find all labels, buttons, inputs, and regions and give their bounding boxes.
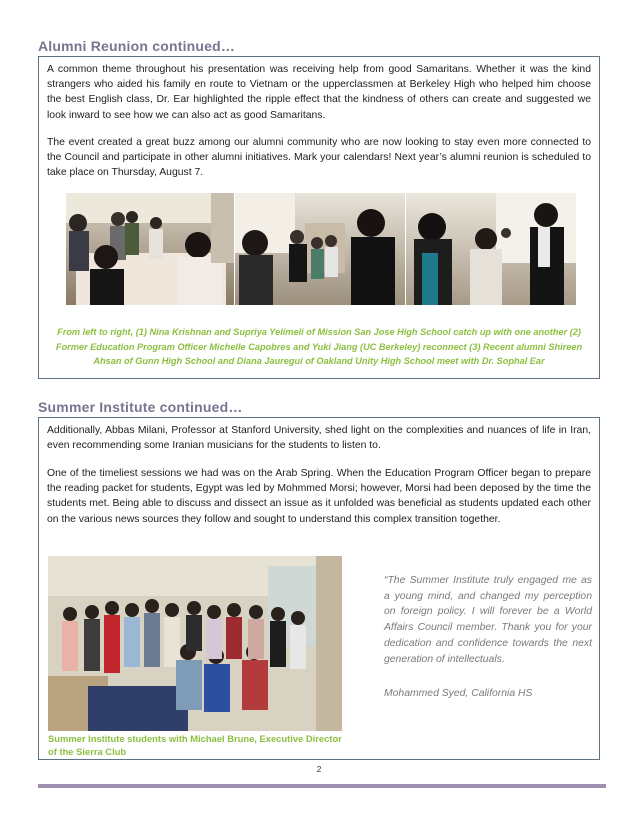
reunion-photo-1-image — [66, 193, 234, 305]
alumni-paragraph-2: The event created a great buzz among our alumni community who are now looking to stay even more connected to the Council and participate in other alumni initiatives. Mark your calendars! Next year’s alumni reunion is scheduled to take place on Thursday, August 7. — [47, 137, 591, 179]
summer-group-photo — [48, 556, 342, 731]
reunion-photo-2 — [235, 193, 405, 305]
page-number: 2 — [316, 764, 322, 774]
reunion-photo-3 — [406, 193, 576, 305]
summer-section-title: Summer Institute continued… — [38, 399, 243, 415]
reunion-photos-caption: From left to right, (1) Nina Krishnan and Supriya Yelimeli of Mission San Jose High School catch up with one another (2) Former Education Program Officer Michelle Capobres and Yuki Jiang (UC Berkeley) reconnect (3) Recent alumni Shireen Ahsan of Gunn High School and Diana Jauregui of Oakland Unity High School meet with Dr. Sophal Ear — [55, 327, 583, 366]
summer-content-box — [38, 417, 600, 760]
footer-divider — [38, 784, 606, 788]
reunion-photo-2-image — [235, 193, 405, 305]
summer-paragraph-2: One of the timeliest sessions we had was on the Arab Spring. When the Education Program Officer began to prepare the reading packet for students, Egypt was led by Mohmmed Morsi; however, Morsi had been deposed by the time the students met. Being able to discuss and dissect an issue as it unfolded was beneficial as students updated each other on the various news sources they follow and sought to understand this complex transition together. — [47, 468, 591, 525]
reunion-photo-3-image — [406, 193, 576, 305]
student-testimonial-quote: “The Summer Institute truly engaged me as a young mind, and changed my perception on foreign policy. I will forever be a World Affairs Council member. Thank you for your dedication and confidence towards the next generation of intellectuals. — [384, 575, 592, 665]
reunion-photo-1 — [66, 193, 234, 305]
alumni-section-title: Alumni Reunion continued… — [38, 38, 236, 54]
summer-photo-caption: Summer Institute students with Michael Brune, Executive Director of the Sierra Club — [48, 733, 342, 757]
testimonial-author: Mohammed Syed, California HS — [384, 688, 533, 699]
summer-paragraph-1: Additionally, Abbas Milani, Professor at Stanford University, shed light on the complexities and nuances of life in Iran, even recommending some Iranian musicians for the students to listen to. — [47, 425, 591, 452]
alumni-paragraph-1: A common theme throughout his presentation was receiving help from good Samaritans. Whether it was the kind strangers who aided his family en route to Vietnam or the upperclassmen at Berkeley High who helped him choose the best English class, Dr. Ear highlighted the ripple effect that the kindness of others can create and suggested we look inward to see how we can also act as good Samaritans. — [47, 64, 591, 121]
summer-group-photo-image — [48, 556, 342, 731]
alumni-content-box — [38, 56, 600, 379]
